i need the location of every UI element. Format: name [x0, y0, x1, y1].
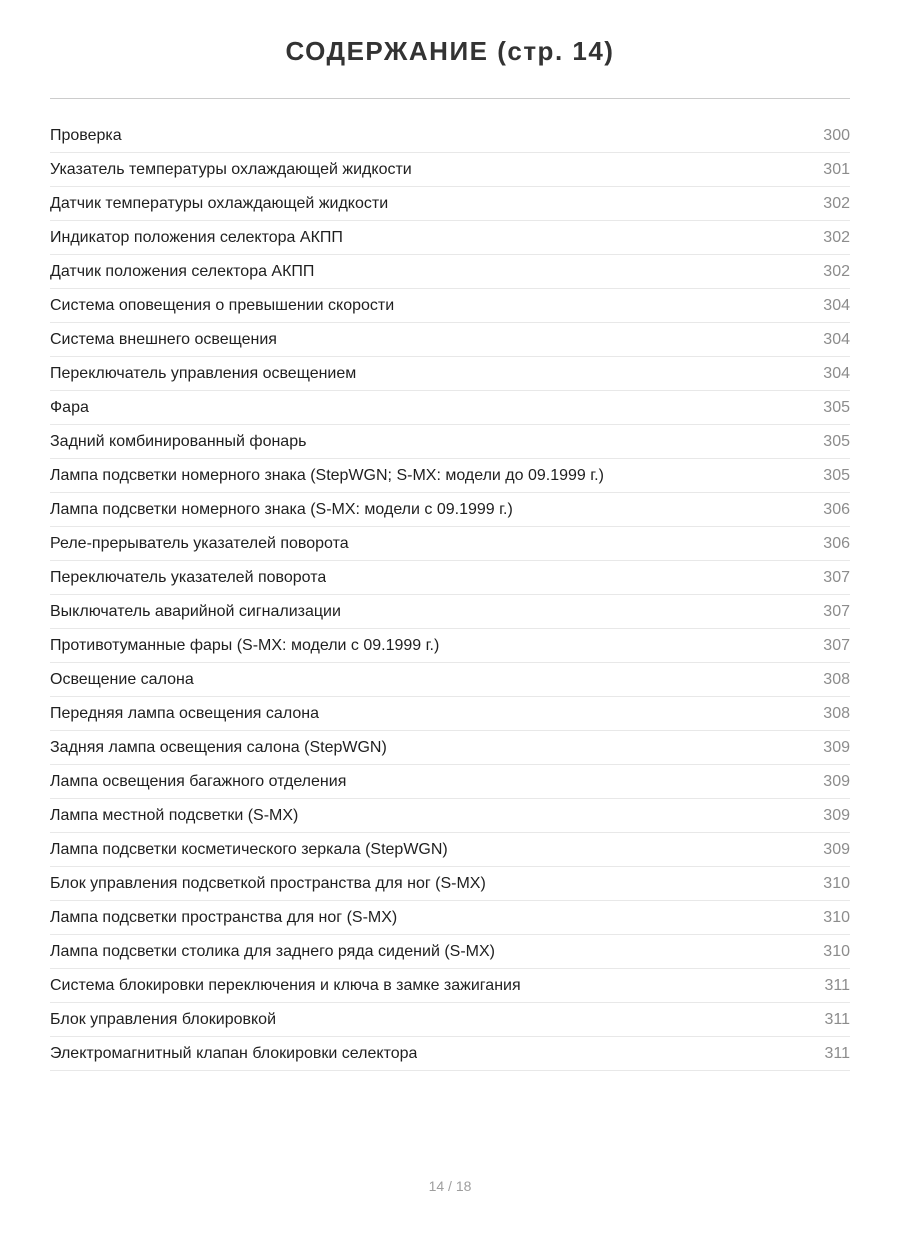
toc-item-page: 309 — [823, 772, 850, 790]
toc-item-page: 304 — [823, 364, 850, 382]
toc-item-label: Лампа местной подсветки (S-MX) — [50, 806, 299, 824]
toc-item-page: 311 — [824, 976, 850, 994]
toc-row[interactable] — [50, 119, 850, 153]
toc-item-label: Задняя лампа освещения салона (StepWGN) — [50, 738, 387, 756]
toc-row[interactable] — [50, 221, 850, 255]
toc-item-page: 304 — [823, 296, 850, 314]
toc-item-page: 309 — [823, 738, 850, 756]
page-title: СОДЕРЖАНИЕ (стр. 14) — [285, 36, 615, 66]
toc-item-label: Фара — [50, 398, 89, 416]
toc-item-label: Лампа подсветки номерного знака (S-MX: модели с 09.1999 г.) — [50, 500, 513, 518]
page-indicator: 14 / 18 — [428, 1178, 472, 1194]
toc-row[interactable] — [50, 935, 850, 969]
toc-row[interactable] — [50, 595, 850, 629]
toc-item-page: 311 — [824, 1010, 850, 1028]
toc-item-label: Указатель температуры охлаждающей жидкости — [50, 160, 412, 178]
toc-item-label: Индикатор положения селектора АКПП — [50, 228, 343, 246]
toc-item-page: 308 — [823, 670, 850, 688]
toc-row[interactable] — [50, 527, 850, 561]
toc-item-label: Реле-прерыватель указателей поворота — [50, 534, 349, 552]
toc-item-label: Освещение салона — [50, 670, 194, 688]
toc-row[interactable] — [50, 901, 850, 935]
toc-page — [0, 36, 900, 1236]
toc-row[interactable] — [50, 969, 850, 1003]
toc-item-page: 308 — [823, 704, 850, 722]
toc-row[interactable] — [50, 323, 850, 357]
toc-row[interactable] — [50, 1037, 850, 1071]
toc-item-label: Лампа подсветки номерного знака (StepWGN; S-MX: модели до 09.1999 г.) — [50, 466, 604, 484]
toc-item-page: 305 — [823, 398, 850, 416]
toc-row[interactable] — [50, 629, 850, 663]
toc-item-label: Выключатель аварийной сигнализации — [50, 602, 341, 620]
toc-item-label: Передняя лампа освещения салона — [50, 704, 319, 722]
toc-row[interactable] — [50, 697, 850, 731]
toc-item-label: Лампа освещения багажного отделения — [50, 772, 347, 790]
toc-row[interactable] — [50, 255, 850, 289]
toc-item-label: Датчик температуры охлаждающей жидкости — [50, 194, 389, 212]
toc-item-page: 305 — [823, 466, 850, 484]
toc-item-page: 309 — [823, 840, 850, 858]
toc-item-label: Лампа подсветки столика для заднего ряда сидений (S-MX) — [50, 942, 495, 960]
toc-item-page: 304 — [823, 330, 850, 348]
toc-row[interactable] — [50, 833, 850, 867]
toc-item-page: 310 — [823, 908, 850, 926]
toc-item-label: Блок управления подсветкой пространства для ног (S-MX) — [50, 874, 486, 892]
toc-row[interactable] — [50, 187, 850, 221]
toc-item-page: 310 — [823, 874, 850, 892]
toc-row[interactable] — [50, 391, 850, 425]
toc-item-page: 307 — [823, 568, 850, 586]
toc-item-page: 302 — [823, 194, 850, 212]
toc-row[interactable] — [50, 459, 850, 493]
toc-item-label: Система внешнего освещения — [50, 330, 277, 348]
toc-row[interactable] — [50, 425, 850, 459]
toc-item-label: Противотуманные фары (S-MX: модели с 09.1999 г.) — [50, 636, 440, 654]
toc-item-page: 307 — [823, 602, 850, 620]
toc-item-label: Проверка — [50, 126, 122, 144]
toc-row[interactable] — [50, 663, 850, 697]
toc-row[interactable] — [50, 1003, 850, 1037]
toc-item-label: Задний комбинированный фонарь — [50, 432, 307, 450]
toc-item-page: 309 — [823, 806, 850, 824]
toc-row[interactable] — [50, 731, 850, 765]
toc-row[interactable] — [50, 561, 850, 595]
toc-item-label: Электромагнитный клапан блокировки селектора — [50, 1044, 418, 1062]
toc-row[interactable] — [50, 765, 850, 799]
toc-item-label: Переключатель управления освещением — [50, 364, 357, 382]
toc-item-page: 310 — [823, 942, 850, 960]
toc-item-label: Система оповещения о превышении скорости — [50, 296, 395, 314]
toc-item-page: 306 — [823, 500, 850, 518]
toc-row[interactable] — [50, 867, 850, 901]
toc-row[interactable] — [50, 799, 850, 833]
toc-row[interactable] — [50, 357, 850, 391]
toc-item-label: Датчик положения селектора АКПП — [50, 262, 315, 280]
toc-list — [50, 119, 850, 1071]
toc-item-page: 306 — [823, 534, 850, 552]
toc-item-page: 302 — [823, 228, 850, 246]
toc-item-page: 305 — [823, 432, 850, 450]
toc-item-page: 311 — [824, 1044, 850, 1062]
toc-row[interactable] — [50, 493, 850, 527]
toc-item-label: Блок управления блокировкой — [50, 1010, 276, 1028]
toc-item-page: 302 — [823, 262, 850, 280]
toc-item-page: 300 — [823, 126, 850, 144]
toc-item-label: Переключатель указателей поворота — [50, 568, 327, 586]
toc-item-page: 301 — [823, 160, 850, 178]
toc-item-label: Система блокировки переключения и ключа в замке зажигания — [50, 976, 521, 994]
toc-row[interactable] — [50, 289, 850, 323]
title-divider — [50, 98, 850, 99]
toc-item-page: 307 — [823, 636, 850, 654]
toc-item-label: Лампа подсветки пространства для ног (S-MX) — [50, 908, 398, 926]
toc-item-label: Лампа подсветки косметического зеркала (StepWGN) — [50, 840, 448, 858]
toc-row[interactable] — [50, 153, 850, 187]
